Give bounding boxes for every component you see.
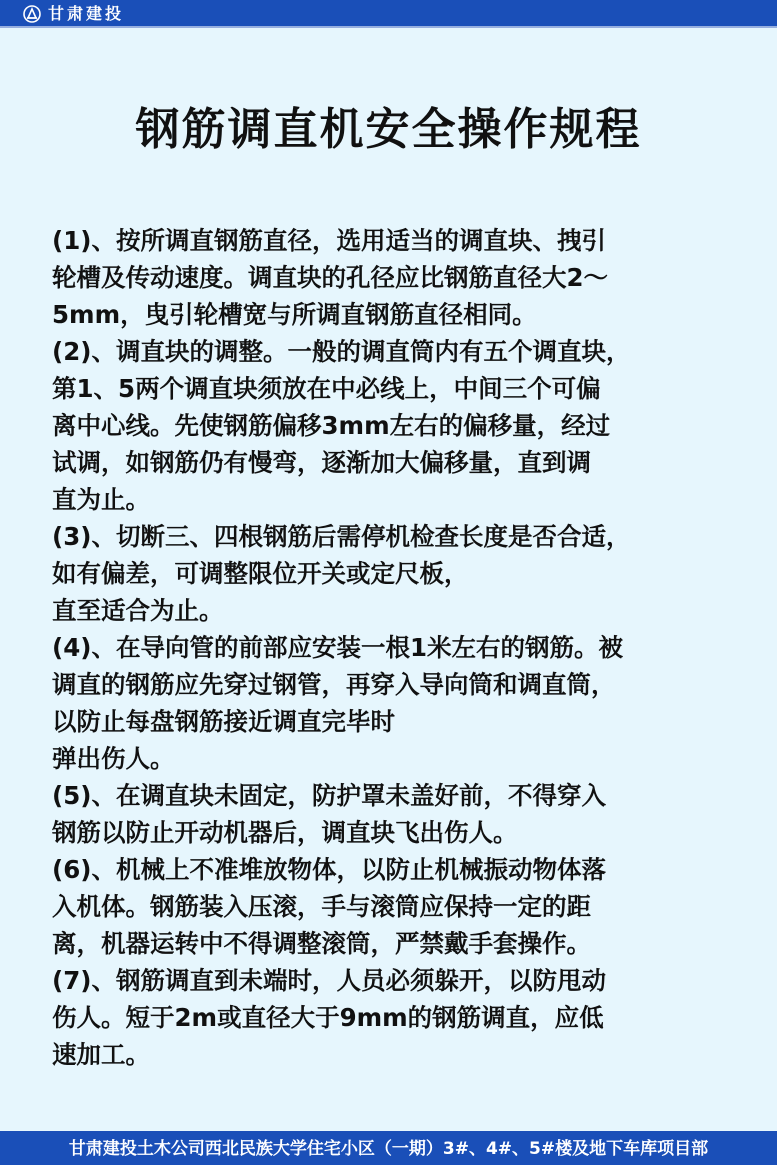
body-line: 直为止。 <box>52 485 150 514</box>
footer-bar <box>0 1131 777 1165</box>
body-line: 以防止每盘钢筋接近调直完毕时 <box>52 707 395 736</box>
body-line: 伤人。短于2m或直径大于9mm的钢筋调直，应低 <box>52 1003 604 1032</box>
body-line: (1)、按所调直钢筋直径，选用适当的调直块、拽引 <box>52 226 606 255</box>
header-divider <box>0 26 777 28</box>
brand-name: 甘肃建投 <box>48 4 125 23</box>
body-line: 钢筋以防止开动机器后，调直块飞出伤人。 <box>52 818 518 847</box>
body-line: 5mm，曳引轮槽宽与所调直钢筋直径相同。 <box>52 300 537 329</box>
body-line: 入机体。钢筋装入压滚，手与滚筒应保持一定的距 <box>52 892 591 921</box>
body-line: 离中心线。先使钢筋偏移3mm左右的偏移量，经过 <box>52 411 611 440</box>
body-line: (6)、机械上不准堆放物体，以防止机械振动物体落 <box>52 855 606 884</box>
body-line: (3)、切断三、四根钢筋后需停机检查长度是否合适， <box>52 522 631 551</box>
body-line: (2)、调直块的调整。一般的调直筒内有五个调直块， <box>52 337 631 366</box>
body-line: 轮槽及传动速度。调直块的孔径应比钢筋直径大2～ <box>52 263 609 292</box>
body-line: (5)、在调直块未固定，防护罩未盖好前，不得穿入 <box>52 781 606 810</box>
body-line: 速加工。 <box>52 1040 150 1069</box>
body-line: 第1、5两个调直块须放在中必线上，中间三个可偏 <box>52 374 601 403</box>
regulation-body <box>52 222 732 1073</box>
header-bar <box>0 0 777 28</box>
body-line: (7)、钢筋调直到未端时，人员必须躲开，以防甩动 <box>52 966 606 995</box>
page-title: 钢筋调直机安全操作规程 <box>135 104 642 155</box>
body-line: 离，机器运转中不得调整滚筒，严禁戴手套操作。 <box>52 929 591 958</box>
body-line: (4)、在导向管的前部应安装一根1米左右的钢筋。被 <box>52 633 623 662</box>
triangle-logo-icon <box>23 5 41 23</box>
footer-text: 甘肃建投土木公司西北民族大学住宅小区（一期）3#、4#、5#楼及地下车库项目部 <box>68 1139 709 1159</box>
body-line: 直至适合为止。 <box>52 596 224 625</box>
body-line: 试调，如钢筋仍有慢弯，逐渐加大偏移量，直到调 <box>52 448 591 477</box>
body-line: 调直的钢筋应先穿过钢管，再穿入导向筒和调直筒， <box>52 670 616 699</box>
body-line: 如有偏差，可调整限位开关或定尺板， <box>52 559 469 588</box>
body-line: 弹出伤人。 <box>52 744 175 773</box>
